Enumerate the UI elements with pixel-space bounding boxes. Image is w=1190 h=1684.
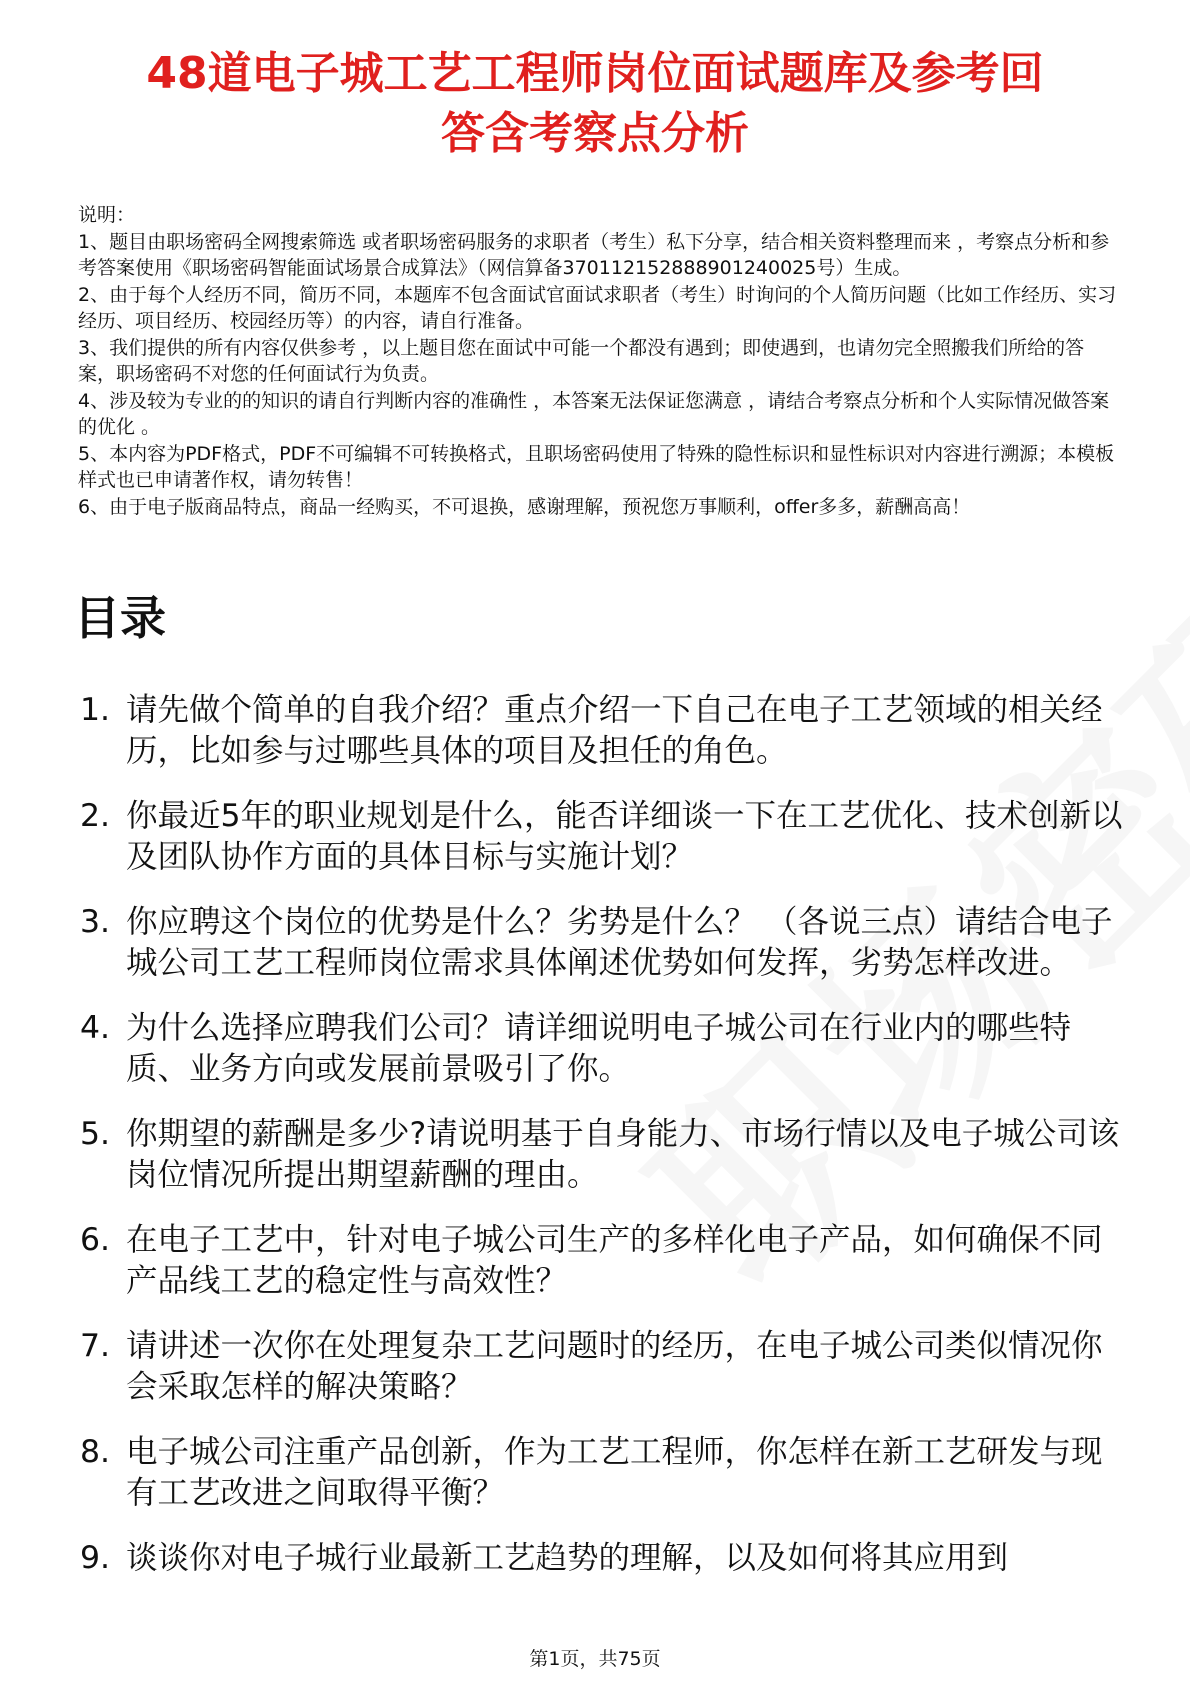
toc-item[interactable] [80,1114,1130,1196]
note-item-1: 1、题目由职场密码全网搜索筛选 或者职场密码服务的求职者（考生）私下分享，结合相关资料整理而来 ，考察点分析和参考答案使用《职场密码智能面试场景合成算法》（网信算备370112152888901240025号）生成。 [78,230,1110,279]
note-item-4: 4、涉及较为专业的的知识的请自行判断内容的准确性 ，本答案无法保证您满意 ，请结合考察点分析和个人实际情况做答案的优化 。 [78,389,1110,438]
toc-item-text: 为什么选择应聘我们公司？请详细说明电子城公司在行业内的哪些特质、业务方向或发展前景吸引了你。 [126,1010,1072,1087]
toc-item[interactable] [80,1008,1130,1090]
toc-item-text: 你最近5年的职业规划是什么，能否详细谈一下在工艺优化、技术创新以及团队协作方面的具体目标与实施计划？ [126,798,1123,875]
toc-item-text: 请先做个简单的自我介绍？重点介绍一下自己在电子工艺领域的相关经历，比如参与过哪些具体的项目及担任的角色。 [126,692,1103,769]
toc-item-number: 5. [80,1116,111,1152]
toc-item[interactable] [80,1326,1130,1408]
toc-item-text: 在电子工艺中，针对电子城公司生产的多样化电子产品，如何确保不同产品线工艺的稳定性与高效性？ [126,1222,1103,1299]
title-line-1: 48道电子城工艺工程师岗位面试题库及参考回 [146,48,1044,99]
toc-item-text: 谈谈你对电子城行业最新工艺趋势的理解，以及如何将其应用到 [126,1540,1009,1576]
toc-item-text: 电子城公司注重产品创新，作为工艺工程师，你怎样在新工艺研发与现有工艺改进之间取得平衡？ [126,1434,1103,1511]
toc-item-number: 7. [80,1328,111,1364]
toc-item-number: 1. [80,692,111,728]
note-item-2: 2、由于每个人经历不同，简历不同，本题库不包含面试官面试求职者（考生）时询问的个人简历问题（比如工作经历、实习经历、项目经历、校园经历等）的内容，请自行准备。 [78,283,1117,332]
toc-item-number: 2. [80,798,111,834]
toc-item-text: 你应聘这个岗位的优势是什么？劣势是什么？ （各说三点）请结合电子城公司工艺工程师岗位需求具体阐述优势如何发挥，劣势怎样改进。 [126,904,1113,981]
page-footer: 第1页，共75页 [529,1648,661,1670]
document-title [60,44,1130,164]
toc-item-text: 你期望的薪酬是多少?请说明基于自身能力、市场行情以及电子城公司该岗位情况所提出期望薪酬的理由。 [126,1116,1120,1193]
title-line-2: 答含考察点分析 [441,108,749,159]
note-item-6: 6、由于电子版商品特点，商品一经购买，不可退换，感谢理解，预祝您万事顺利，offer多多，薪酬高高！ [78,495,971,518]
toc-item[interactable] [80,902,1130,984]
toc-item[interactable] [80,690,1130,772]
toc-item-number: 4. [80,1010,111,1046]
toc-item[interactable] [80,1220,1130,1302]
toc-item-number: 8. [80,1434,111,1470]
toc-item-number: 9. [80,1540,111,1576]
toc-item-number: 3. [80,904,111,940]
note-item-3: 3、我们提供的所有内容仅供参考 ，以上题目您在面试中可能一个都没有遇到；即使遇到，也请勿完全照搬我们所给的答案，职场密码不对您的任何面试行为负责。 [78,336,1085,385]
toc-item[interactable] [80,1432,1130,1514]
toc-list [80,690,1130,1603]
toc-heading: 目录 [74,591,166,645]
toc-item-number: 6. [80,1222,111,1258]
note-item-5: 5、本内容为PDF格式，PDF不可编辑不可转换格式，且职场密码使用了特殊的隐性标识和显性标识对内容进行溯源；本模板样式也已申请著作权，请勿转售！ [78,442,1115,491]
toc-item-text: 请讲述一次你在处理复杂工艺问题时的经历，在电子城公司类似情况你会采取怎样的解决策略？ [126,1328,1103,1405]
toc-item[interactable] [80,1538,1130,1579]
notes-heading: 说明： [78,204,136,226]
toc-item[interactable] [80,796,1130,878]
notes-section [78,202,1118,520]
